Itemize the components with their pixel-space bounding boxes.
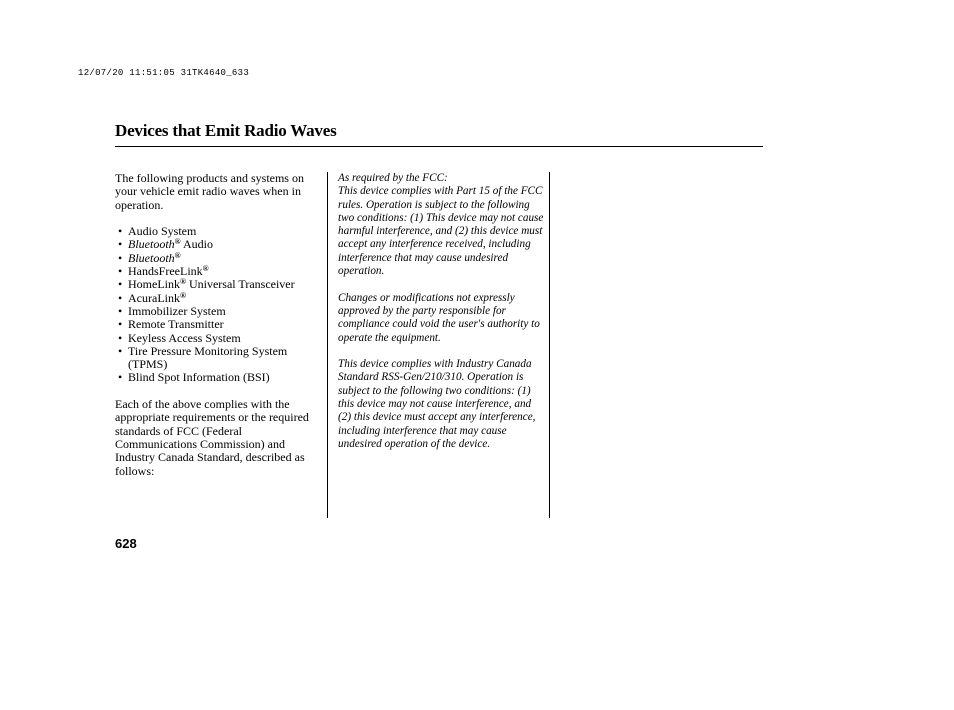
list-item: • Tire Pressure Monitoring System (TPMS) — [118, 343, 288, 372]
device-list — [115, 225, 325, 385]
page-number: 628 — [115, 536, 137, 551]
print-timestamp: 12/07/20 11:51:05 31TK4640_633 — [78, 68, 250, 78]
closing-paragraph: Each of the above complies with the appropriate requirements or the required standards of FCC (Federal Communications Commission) and Industry Canada Standard, described as follows: — [115, 397, 309, 478]
list-item: • HomeLink® Universal Transceiver — [118, 277, 295, 292]
list-item: • AcuraLink® — [118, 290, 186, 305]
column-divider-2 — [549, 172, 550, 518]
industry-canada-statement: This device complies with Industry Canada Standard RSS-Gen/210/310. Operation is subject to the following two conditions: (1) this device may not cause interference, and (2) this device must accept any interference, including interference that may cause undesired operation of the device. — [338, 358, 536, 450]
right-column — [338, 172, 546, 451]
title-divider — [115, 146, 763, 147]
list-item: • Immobilizer System — [118, 303, 226, 318]
page-title: Devices that Emit Radio Waves — [115, 121, 337, 140]
list-item: • Bluetooth® — [118, 250, 181, 265]
list-item: • Keyless Access System — [118, 330, 241, 345]
list-item: • Blind Spot Information (BSI) — [118, 370, 270, 385]
list-item: • Bluetooth® Audio — [118, 237, 213, 252]
list-item: • HandsFreeLink® — [118, 264, 209, 279]
modifications-warning: Changes or modifications not expressly approved by the party responsible for compliance could void the user's authority to operate the equipment. — [338, 291, 540, 344]
fcc-statement: This device complies with Part 15 of the FCC rules. Operation is subject to the following two conditions: (1) This device may not cause harmful interference, and (2) this device must accept any interference received, including interference that may cause undesired operation. — [338, 185, 544, 278]
left-column — [115, 172, 325, 478]
fcc-heading: As required by the FCC: — [338, 172, 448, 184]
list-item: • Audio System — [118, 224, 197, 239]
column-divider-1 — [327, 172, 328, 518]
intro-paragraph: The following products and systems on your vehicle emit radio waves when in operation. — [115, 171, 304, 212]
list-item: • Remote Transmitter — [118, 317, 224, 332]
